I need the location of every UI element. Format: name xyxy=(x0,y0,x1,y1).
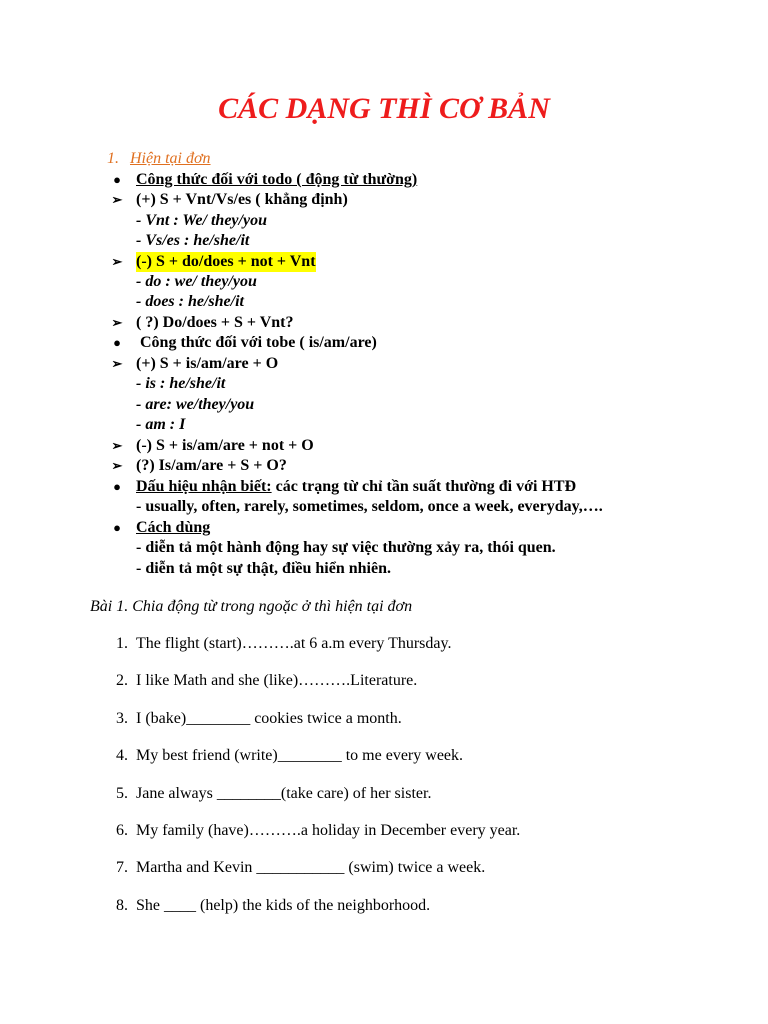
usage-label: Cách dùng xyxy=(136,519,211,536)
exercise-title: Bài 1. Chia động từ trong ngoặc ở thì hiện tại đơn xyxy=(90,598,413,615)
exercise-text: My best friend (write)________ to me every week. xyxy=(136,747,464,765)
exercise-number: 1. xyxy=(116,635,128,652)
exercise-text: The flight (start)……….at 6 a.m every Thursday. xyxy=(136,635,452,652)
exercise-number: 4. xyxy=(116,747,128,765)
list-item-text: - do : we/ they/you xyxy=(136,273,257,290)
list-item-text: - usually, often, rarely, sometimes, seldom, once a week, everyday,…. xyxy=(136,498,603,515)
list-item-text: - am : I xyxy=(136,416,186,433)
highlighted-text: (-) S + do/does + not + Vnt xyxy=(136,253,316,270)
list-item-text: (+) S + Vnt/Vs/es ( khẳng định) xyxy=(136,191,348,208)
bullet-icon: ● xyxy=(113,520,121,535)
list-item-text: - diễn tả một hành động hay sự việc thường xảy ra, thói quen. xyxy=(136,539,556,556)
bullet-icon: ● xyxy=(113,172,121,187)
signs-label: Dấu hiệu nhận biết: xyxy=(136,478,272,495)
exercise-text: I like Math and she (like)……….Literature. xyxy=(136,672,418,690)
arrow-bullet-icon: ➢ xyxy=(111,192,123,207)
list-item-text: - Vnt : We/ they/you xyxy=(136,212,267,229)
list-item-text: - is : he/she/it xyxy=(136,375,226,392)
arrow-bullet-icon: ➢ xyxy=(111,356,123,371)
bullet-icon: ● xyxy=(113,479,121,494)
list-item-text: - Vs/es : he/she/it xyxy=(136,232,250,249)
exercise-number: 3. xyxy=(116,709,128,727)
section-number: 1. xyxy=(107,150,119,167)
exercise-text: She ____ (help) the kids of the neighborhood. xyxy=(136,896,431,914)
list-item-text: ( ?) Do/does + S + Vnt? xyxy=(136,314,294,331)
page-title: CÁC DẠNG THÌ CƠ BẢN xyxy=(218,92,550,125)
list-item-text: (?) Is/am/are + S + O? xyxy=(136,457,287,474)
exercise-number: 8. xyxy=(116,896,128,914)
list-item-text: các trạng từ chỉ tần suất thường đi với HTĐ xyxy=(271,478,577,495)
list-item-text: Công thức đối với todo ( động từ thường) xyxy=(136,171,418,188)
section-title: Hiện tại đơn xyxy=(130,150,211,167)
exercise-number: 7. xyxy=(116,859,128,877)
arrow-bullet-icon: ➢ xyxy=(111,254,123,269)
list-item-text: - does : he/she/it xyxy=(136,293,244,310)
arrow-bullet-icon: ➢ xyxy=(111,438,123,453)
list-item-text: Công thức đối với tobe ( is/am/are) xyxy=(140,334,377,351)
exercise-text: I (bake)________ cookies twice a month. xyxy=(136,709,402,727)
bullet-icon: ● xyxy=(113,335,121,350)
exercise-text: Martha and Kevin ___________ (swim) twice a week. xyxy=(136,859,486,877)
exercise-number: 5. xyxy=(116,784,128,802)
arrow-bullet-icon: ➢ xyxy=(111,458,123,473)
arrow-bullet-icon: ➢ xyxy=(111,315,123,330)
list-item-text: - are: we/they/you xyxy=(136,396,255,413)
list-item-text: (-) S + is/am/are + not + O xyxy=(136,437,314,454)
exercise-number: 2. xyxy=(116,672,128,690)
list-item-text: - diễn tả một sự thật, điều hiển nhiên. xyxy=(136,560,391,577)
exercise-number: 6. xyxy=(116,822,128,839)
exercise-text: Jane always ________(take care) of her sister. xyxy=(136,784,432,802)
exercise-text: My family (have)……….a holiday in December every year. xyxy=(136,822,521,839)
list-item-text: (+) S + is/am/are + O xyxy=(136,355,279,372)
